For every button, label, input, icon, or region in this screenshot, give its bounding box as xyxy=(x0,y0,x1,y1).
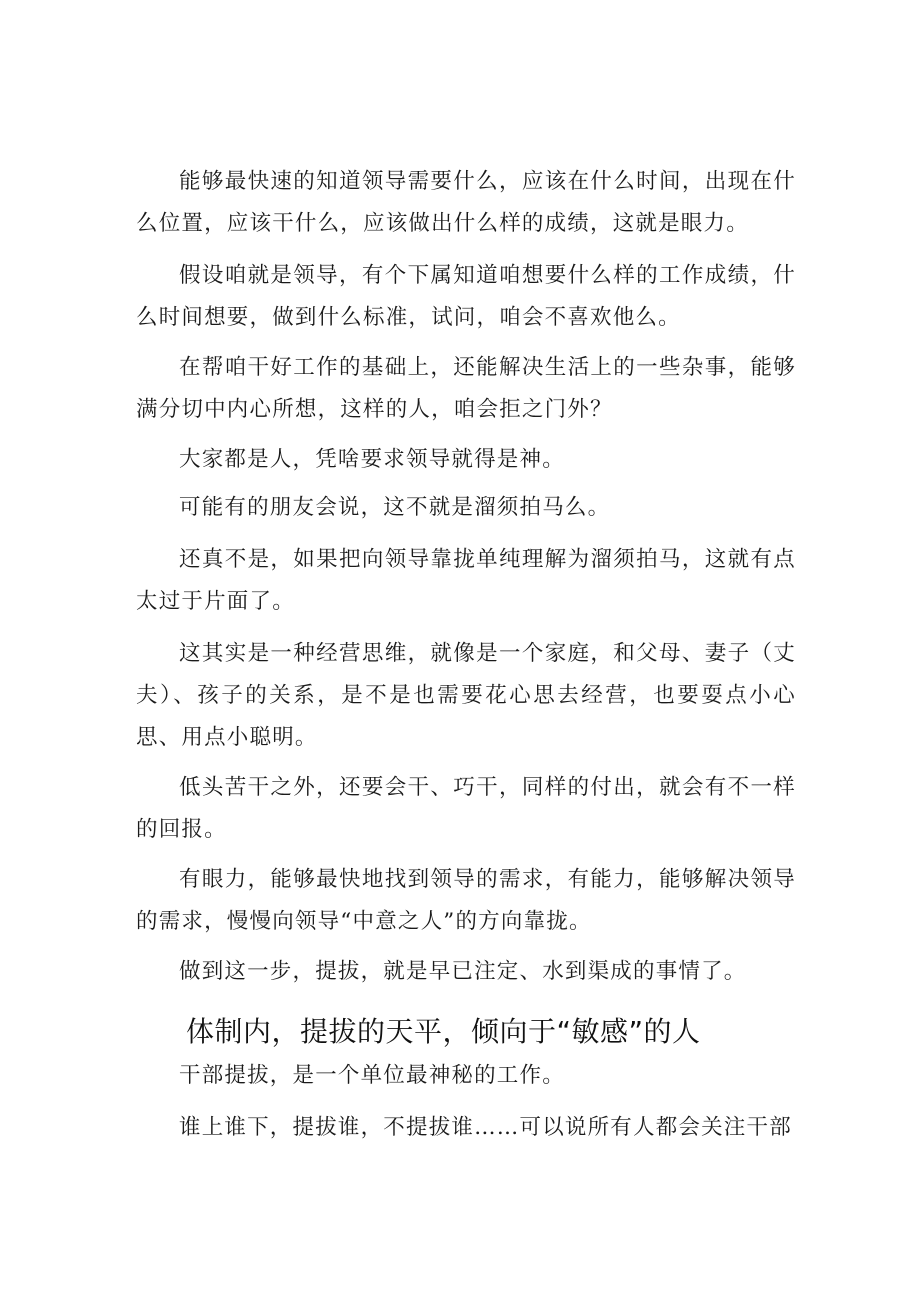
paragraph-work-smart: 低头苦干之外，还要会干、巧干，同样的付出，就会有不一样的回报。 xyxy=(136,775,796,842)
paragraph-who-up-down: 谁上谁下，提拔谁，不提拔谁……可以说所有人都会关注干部 xyxy=(179,1115,792,1140)
section-heading: 体制内，提拔的天平，倾向于“敏感”的人 xyxy=(186,1015,701,1048)
paragraph-cadre-promotion: 干部提拔，是一个单位最神秘的工作。 xyxy=(179,1063,565,1088)
paragraph-destined: 做到这一步，提拔，就是早已注定、水到渠成的事情了。 xyxy=(179,959,747,984)
paragraph-suppose-leader: 假设咱就是领导，有个下属知道咱想要什么样的工作成绩，什么时间想要，做到什么标准，试问，咱会不喜欢他么。 xyxy=(136,263,796,330)
paragraph-solve-chores: 在帮咱干好工作的基础上，还能解决生活上的一些杂事，能够满分切中内心所想，这样的人，咱会拒之门外？ xyxy=(136,355,796,422)
paragraph-friends-say: 可能有的朋友会说，这不就是溜须拍马么。 xyxy=(179,495,611,520)
paragraph-eyesight-definition: 能够最快速的知道领导需要什么，应该在什么时间，出现在什么位置，应该干什么，应该做出什么样的成绩，这就是眼力。 xyxy=(136,169,796,236)
paragraph-eyesight-ability: 有眼力，能够最快地找到领导的需求，有能力，能够解决领导的需求，慢慢向领导“中意之人”的方向靠拢。 xyxy=(136,867,796,934)
paragraph-management-thinking: 这其实是一种经营思维，就像是一个家庭，和父母、妻子（丈夫）、孩子的关系，是不是也需要花心思去经营，也要耍点小心思、用点小聪明。 xyxy=(136,641,796,750)
paragraph-not-flattery: 还真不是，如果把向领导靠拢单纯理解为溜须拍马，这就有点太过于片面了。 xyxy=(136,547,796,614)
paragraph-everyone-human: 大家都是人，凭啥要求领导就得是神。 xyxy=(179,447,565,472)
